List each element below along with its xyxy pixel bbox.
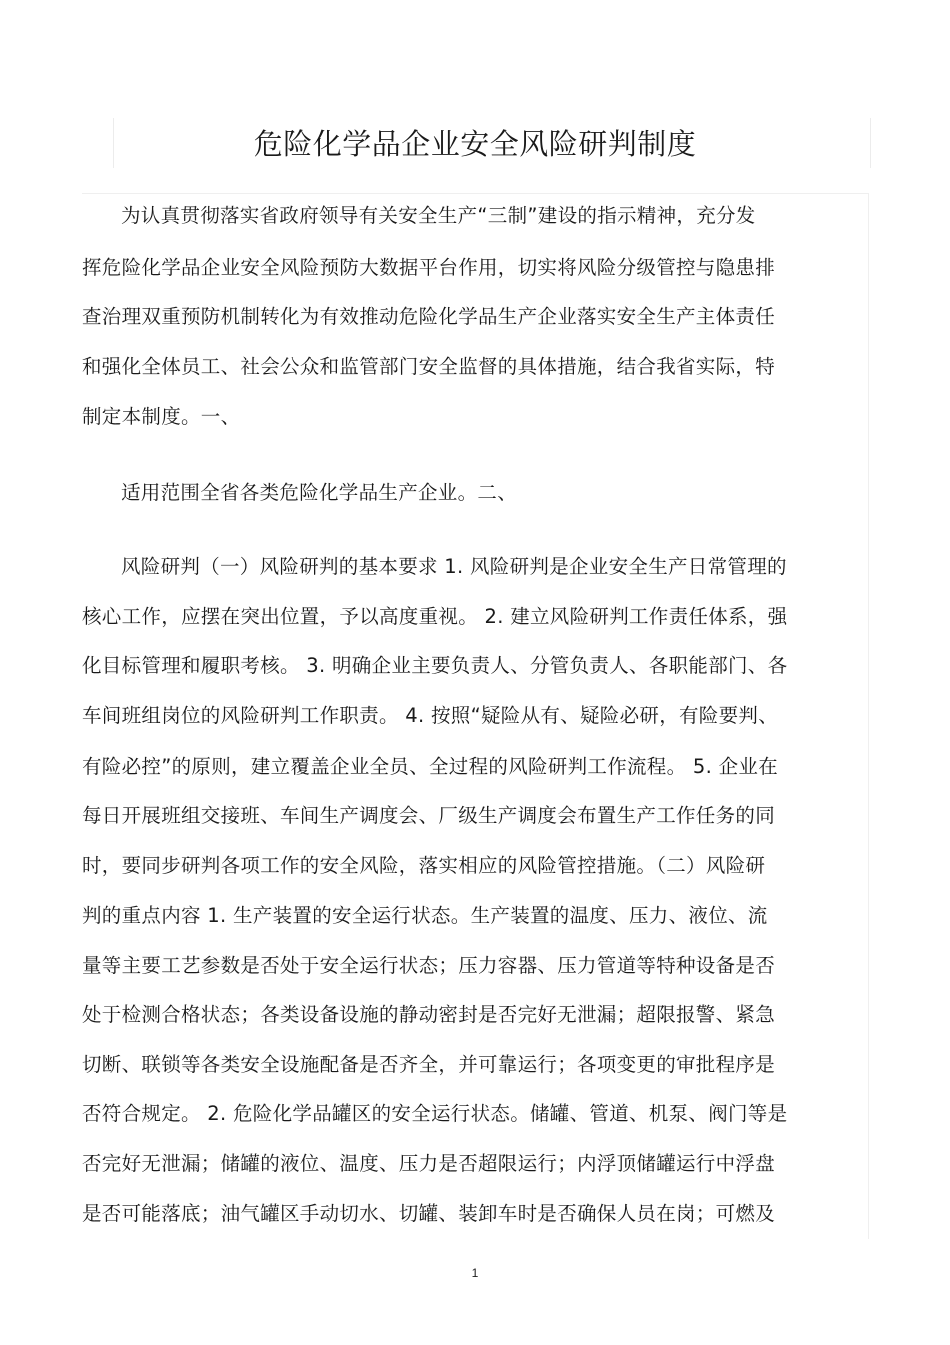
text-line: 切断、联锁等各类安全设施配备是否齐全，并可靠运行；各项变更的审批程序是 <box>82 1053 776 1076</box>
text-line: 查治理双重预防机制转化为有效推动危险化学品生产企业落实安全生产主体责任 <box>82 305 776 328</box>
text-line: 有险必控”的原则，建立覆盖企业全员、全过程的风险研判工作流程。 5. 企业在 <box>82 755 779 778</box>
page-number: 1 <box>471 1266 479 1280</box>
text-line: 量等主要工艺参数是否处于安全运行状态；压力容器、压力管道等特种设备是否 <box>82 954 776 977</box>
document-title: 危险化学品企业安全风险研判制度 <box>253 127 697 161</box>
text-line: 风险研判（一）风险研判的基本要求 1. 风险研判是企业安全生产日常管理的 <box>121 555 787 578</box>
text-line: 处于检测合格状态；各类设备设施的静动密封是否完好无泄漏；超限报警、紧急 <box>82 1003 776 1026</box>
text-line: 每日开展班组交接班、车间生产调度会、厂级生产调度会布置生产工作任务的同 <box>82 804 776 827</box>
text-line: 制定本制度。一、 <box>82 405 241 428</box>
text-line: 是否可能落底；油气罐区手动切水、切罐、装卸车时是否确保人员在岗；可燃及 <box>82 1202 776 1225</box>
text-line: 否完好无泄漏；储罐的液位、温度、压力是否超限运行；内浮顶储罐运行中浮盘 <box>82 1152 776 1175</box>
text-line: 适用范围全省各类危险化学品生产企业。二、 <box>121 481 518 504</box>
text-line: 车间班组岗位的风险研判工作职责。 4. 按照“疑险从有、疑险必研，有险要判、 <box>82 704 779 727</box>
text-line: 为认真贯彻落实省政府领导有关安全生产“三制”建设的指示精神，充分发 <box>121 204 756 227</box>
text-line: 和强化全体员工、社会公众和监管部门安全监督的具体措施，结合我省实际，特 <box>82 355 776 378</box>
text-line: 否符合规定。 2. 危险化学品罐区的安全运行状态。储罐、管道、机泵、阀门等是 <box>82 1102 788 1125</box>
text-line: 判的重点内容 1. 生产装置的安全运行状态。生产装置的温度、压力、液位、流 <box>82 904 768 927</box>
text-line: 化目标管理和履职考核。 3. 明确企业主要负责人、分管负责人、各职能部门、各 <box>82 654 788 677</box>
text-line: 核心工作，应摆在突出位置，予以高度重视。 2. 建立风险研判工作责任体系，强 <box>82 605 788 628</box>
text-line: 挥危险化学品企业安全风险预防大数据平台作用，切实将风险分级管控与隐患排 <box>82 256 776 279</box>
text-line: 时，要同步研判各项工作的安全风险，落实相应的风险管控措施。（二）风险研 <box>82 854 766 877</box>
